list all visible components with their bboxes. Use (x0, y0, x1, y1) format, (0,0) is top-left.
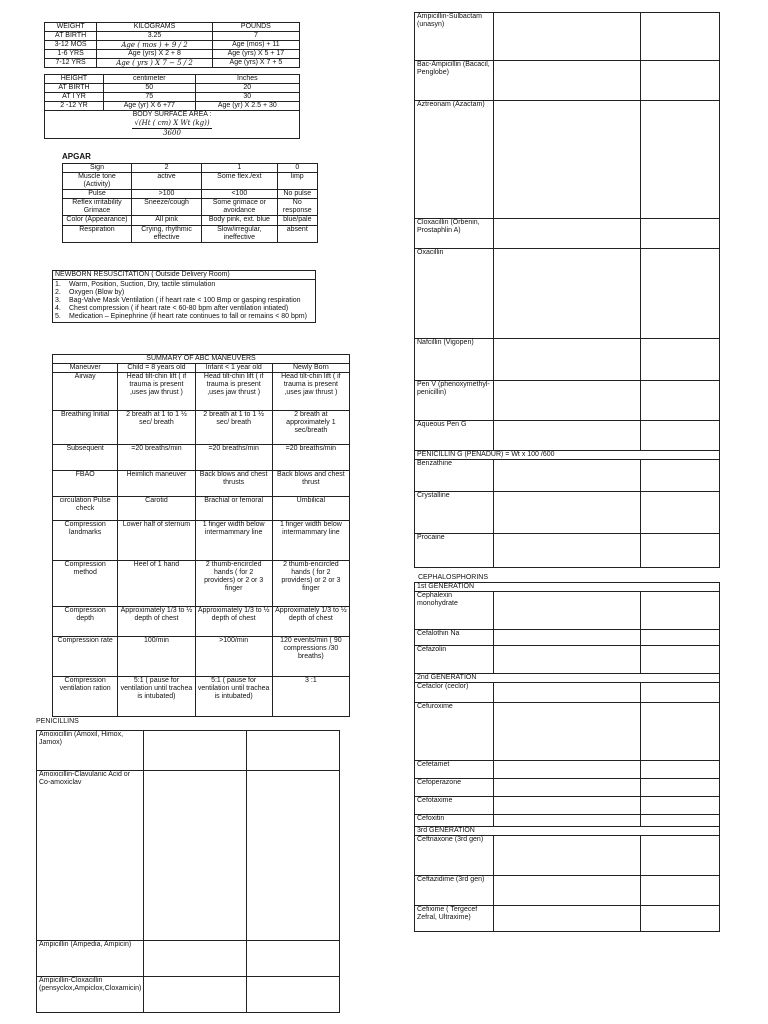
table-cell: 2 breath at 1 to 1 ½ sec/ breath (195, 411, 272, 445)
table-cell: >100/min (195, 637, 272, 677)
penadur-title: PENICILLIN G (PENADUR) = Wt x 100 /600 (415, 451, 720, 460)
table-cell: Sneeze/cough (131, 199, 201, 216)
table-cell: Age ( mos ) + 9 / 2 (97, 41, 213, 50)
table-cell: Age (yrs) X 7 + 5 (212, 59, 299, 68)
table-cell: blue/pale (277, 216, 317, 225)
drug-name: Ampicillin (Ampedia, Ampicin) (37, 941, 144, 977)
table-cell: 3.25 (97, 32, 213, 41)
table-cell: 75 (103, 93, 195, 102)
table-cell: Some grimace or avoidance (202, 199, 277, 216)
inches-header: Inches (195, 75, 299, 84)
table-cell: AT BIRTH (45, 84, 104, 93)
table-cell: Lower half of sternum (118, 521, 195, 561)
table-cell: 1 finger width below intermammary line (195, 521, 272, 561)
table-header: 0 (277, 164, 317, 173)
table-cell: 1 finger width below intermammary line (272, 521, 349, 561)
pounds-header: POUNDS (212, 23, 299, 32)
list-item: 1. Warm, Position, Suction, Dry, tactile stimulation (55, 281, 216, 289)
table-cell: Approximately 1/3 to ½ depth of chest (118, 607, 195, 637)
drug-name: Cefalothin Na (415, 630, 494, 646)
bsa-cell (45, 111, 300, 138)
drug-name: Aqueous Pen G (415, 421, 494, 451)
table-cell: Airway (53, 373, 118, 411)
table-cell: Compression method (53, 561, 118, 607)
right-drug-table (414, 12, 720, 568)
drug-name: Ceftazidime (3rd gen) (415, 876, 494, 906)
drug-name: Benzathine (415, 460, 494, 492)
bsa-label: BODY SURFACE AREA : (132, 111, 212, 119)
table-cell: Muscle tone (Activity) (63, 173, 132, 190)
table-cell: Carotid (118, 497, 195, 521)
table-cell: Some flex./ext (202, 173, 277, 190)
table-cell: Compression ventilation ration (53, 677, 118, 717)
table-cell: 20 (195, 84, 299, 93)
bsa-formula: $\frac{\text{√(Ht ( cm) X Wt (kg))}}{3600}$ (134, 119, 210, 137)
table-cell: Age (yrs) X 2 + 8 (97, 50, 213, 59)
drug-name: Cephalexin monohydrate (415, 592, 494, 630)
table-cell: absent (277, 225, 317, 242)
table-header: Newly Born (272, 364, 349, 373)
drug-name: Cefazolin (415, 646, 494, 674)
table-header: 2 (131, 164, 201, 173)
table-cell: 100/min (118, 637, 195, 677)
drug-name: Nafcillin (Vigopen) (415, 339, 494, 381)
list-item: 4. Chest compression ( if heart rate < 60-80 bpm after ventilation intiated) (55, 305, 289, 313)
table-header: Child = 8 years old (118, 364, 195, 373)
table-cell: AT I YR (45, 93, 104, 102)
table-cell: FBAO (53, 471, 118, 497)
drug-name: Ampicillin-Sulbactam (unasyn) (415, 13, 494, 61)
cephalosporins-title: CEPHALOSPHORINS (418, 574, 489, 581)
penicillins-section (36, 718, 340, 1013)
table-cell: Age (yrs) X 5 + 17 (212, 50, 299, 59)
list-item: 2. Oxygen (Blow by) (55, 289, 125, 297)
drug-name: Oxacillin (415, 249, 494, 339)
generation-label: 1st GENERATION (415, 583, 720, 592)
table-cell: No response (277, 199, 317, 216)
generation-label: 3rd GENERATION (415, 827, 720, 836)
list-item: 3. Bag-Valve Mask Ventilation ( if heart rate < 100 Bmp or gasping respiration (55, 297, 301, 305)
drug-name: Cefotaxime (415, 797, 494, 815)
table-cell: 3 :1 (272, 677, 349, 717)
cephalosporins-section (414, 574, 720, 932)
table-cell: Umbilical (272, 497, 349, 521)
table-cell: Approximately 1/3 to ½ depth of chest (272, 607, 349, 637)
apgar-section (62, 152, 318, 243)
table-cell: Pulse (63, 190, 132, 199)
table-cell: 7-12 YRS (45, 59, 97, 68)
table-cell: Head tilt-chin lift ( if trauma is present ,uses jaw thrust ) (272, 373, 349, 411)
drug-name: Cefoperazone (415, 779, 494, 797)
table-header: 1 (202, 164, 277, 173)
table-cell: Approximately 1/3 to ½ depth of chest (195, 607, 272, 637)
table-cell: 120 events/min ( 90 compressions /30 breaths) (272, 637, 349, 677)
table-cell: 50 (103, 84, 195, 93)
table-cell: Breathing Initial (53, 411, 118, 445)
list-item: 5. Medication – Epinephrine (if heart rate continues to fall or remains < 80 bpm) (55, 313, 307, 321)
weight-header: WEIGHT (45, 23, 97, 32)
table-cell: 7 (212, 32, 299, 41)
table-cell: 2 thumb-encircled hands ( for 2 providers) or 2 or 3 finger (195, 561, 272, 607)
centimeter-header: centimeter (103, 75, 195, 84)
table-cell: Crying, rhythmic effective (131, 225, 201, 242)
drug-name: Procaine (415, 534, 494, 568)
table-cell: Respiration (63, 225, 132, 242)
table-cell: 3-12 MOS (45, 41, 97, 50)
table-cell: 2 breath at 1 to 1 ½ sec/ breath (118, 411, 195, 445)
table-cell: =20 breaths/min (118, 445, 195, 471)
table-cell: Head tilt-chin lift ( if trauma is present ,uses jaw thrust ) (195, 373, 272, 411)
drug-name: Cefaclor (ceclor) (415, 683, 494, 703)
weight-table (44, 22, 300, 139)
table-cell: Compression landmarks (53, 521, 118, 561)
table-cell: Reflex irritability Grimace (63, 199, 132, 216)
table-cell: Head tilt-chin lift ( if trauma is present ,uses jaw thrust ) (118, 373, 195, 411)
height-header: HEIGHT (45, 75, 104, 84)
table-cell: 5:1 ( pause for ventilation until trachea is intubated) (118, 677, 195, 717)
table-cell: Back blows and chest thrust (272, 471, 349, 497)
table-cell: limp (277, 173, 317, 190)
table-cell: Heel of 1 hand (118, 561, 195, 607)
drug-name: Pen V (phenoxymethyl-penicillin) (415, 381, 494, 421)
resuscitation-list (53, 280, 315, 322)
table-cell: active (131, 173, 201, 190)
table-cell: Brachial or femoral (195, 497, 272, 521)
table-cell: Age (yr) X 2.5 + 30 (195, 102, 299, 111)
drug-name: Ceftriaxone (3rd gen) (415, 836, 494, 876)
penicillins-title: PENICILLINS (36, 718, 79, 725)
table-header: Sign (63, 164, 132, 173)
table-cell: Color (Appearance) (63, 216, 132, 225)
table-cell: Heimlich maneuver (118, 471, 195, 497)
table-cell: =20 breaths/min (195, 445, 272, 471)
table-cell: <100 (202, 190, 277, 199)
drug-name: Bac-Ampicillin (Bacacil, Penglobe) (415, 61, 494, 101)
table-cell: 5:1 ( pause for ventilation until trachea is intubated) (195, 677, 272, 717)
drug-name: Cefixime ( Tergecef Zefral, Ultraxime) (415, 906, 494, 932)
table-header: Maneuver (53, 364, 118, 373)
apgar-title: APGAR (62, 152, 91, 161)
generation-label: 2nd GENERATION (415, 674, 720, 683)
drug-name: Cefoxitin (415, 815, 494, 827)
abc-title: SUMMARY OF ABC MANEUVERS (53, 355, 350, 364)
drug-name: Crystalline (415, 492, 494, 534)
drug-name: Cloxacillin (Orbenin, Prostaphlin A) (415, 219, 494, 249)
resuscitation-title: NEWBORN RESUSCITATION ( Outside Delivery Room) (53, 271, 315, 280)
table-cell: Age (yr) X 6 +77 (103, 102, 195, 111)
drug-name: Cefetamet (415, 761, 494, 779)
table-cell: All pink (131, 216, 201, 225)
table-cell: Age ( yrs ) X 7 − 5 / 2 (97, 59, 213, 68)
resuscitation-section (52, 270, 316, 323)
table-cell: No pulse (277, 190, 317, 199)
drug-name: Amoxicillin (Amoxil, Himox, Jamox) (37, 731, 144, 771)
table-cell: 2 breath at approximately 1 sec/breath (272, 411, 349, 445)
drug-name: Amoxicillin-Clavulanic Acid or Co-amoxiclav (37, 771, 144, 941)
drug-name: Aztreonam (Azactam) (415, 101, 494, 219)
table-cell: >100 (131, 190, 201, 199)
table-cell: 2 thumb-encircled hands ( for 2 providers) or 2 or 3 finger (272, 561, 349, 607)
table-cell: =20 breaths/min (272, 445, 349, 471)
table-cell: 2 -12 YR (45, 102, 104, 111)
table-cell: 30 (195, 93, 299, 102)
table-cell: 1-6 YRS (45, 50, 97, 59)
table-cell: circulation Pulse check (53, 497, 118, 521)
abc-section (52, 354, 350, 717)
drug-name: Cefuroxime (415, 703, 494, 761)
kilograms-header: KILOGRAMS (97, 23, 213, 32)
table-header: Infant < 1 year old (195, 364, 272, 373)
table-cell: Compression rate (53, 637, 118, 677)
table-cell: Body pink, ext. blue (202, 216, 277, 225)
table-cell: Slow/irregular, ineffective (202, 225, 277, 242)
drug-name: Ampicillin-Cloxacillin (pensyclox,Ampiclox,Cloxamicin) (37, 977, 144, 1013)
table-cell: Subsequent (53, 445, 118, 471)
table-cell: AT BIRTH (45, 32, 97, 41)
table-cell: Back blows and chest thrusts (195, 471, 272, 497)
table-cell: Age (mos) + 11 (212, 41, 299, 50)
table-cell: Compression depth (53, 607, 118, 637)
